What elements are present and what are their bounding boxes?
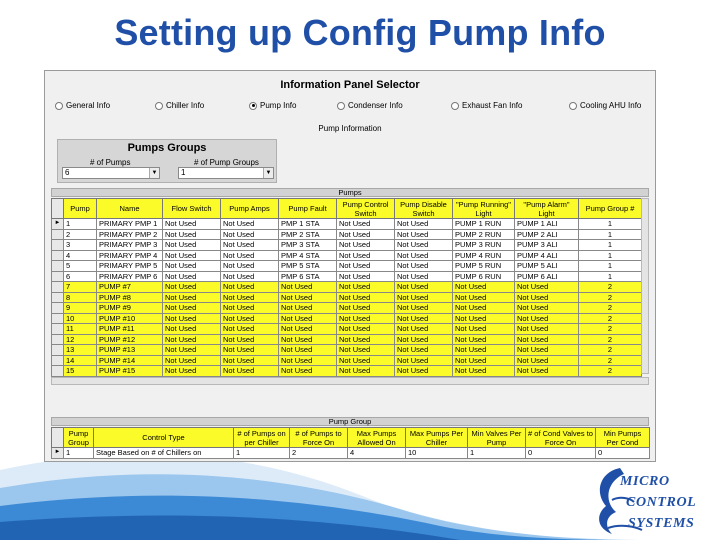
table-cell[interactable]: Not Used — [163, 240, 221, 251]
table-cell[interactable]: Not Used — [279, 324, 337, 335]
table-row[interactable] — [52, 334, 642, 345]
table-cell[interactable]: Not Used — [337, 219, 395, 230]
column-header[interactable]: # of Pumps to Force On — [290, 428, 348, 448]
current-row-arrow-icon[interactable]: ► — [52, 219, 64, 230]
table-cell[interactable]: PUMP 1 RUN — [453, 219, 515, 230]
table-cell[interactable]: 2 — [579, 303, 642, 314]
table-cell[interactable]: 2 — [579, 334, 642, 345]
table-cell[interactable]: Not Used — [221, 229, 279, 240]
table-row[interactable] — [52, 313, 642, 324]
table-cell[interactable]: Not Used — [337, 292, 395, 303]
table-row[interactable] — [52, 324, 642, 335]
radio-label: General Info — [66, 101, 111, 110]
row-indicator[interactable] — [52, 292, 64, 303]
table-cell[interactable]: 0 — [596, 448, 650, 459]
table-cell[interactable]: PUMP #14 — [97, 355, 163, 366]
table-row[interactable] — [52, 219, 642, 230]
table-row[interactable] — [52, 448, 650, 459]
table-cell[interactable]: Not Used — [221, 292, 279, 303]
table-cell[interactable]: Not Used — [221, 366, 279, 377]
table-cell[interactable]: Not Used — [221, 324, 279, 335]
row-header-corner — [52, 428, 64, 448]
table-row[interactable] — [52, 303, 642, 314]
column-header[interactable]: Pump Disable Switch — [395, 199, 453, 219]
table-cell[interactable]: 0 — [526, 448, 596, 459]
num-pump-groups-select[interactable] — [178, 167, 274, 179]
table-cell[interactable]: Not Used — [395, 355, 453, 366]
table-cell[interactable]: Not Used — [337, 345, 395, 356]
table-cell[interactable]: Not Used — [337, 355, 395, 366]
table-row[interactable] — [52, 366, 642, 377]
table-cell[interactable]: Not Used — [337, 250, 395, 261]
num-pumps-label: # of Pumps — [90, 158, 131, 167]
num-pump-groups-value: 1 — [181, 168, 186, 177]
row-indicator[interactable] — [52, 303, 64, 314]
table-cell[interactable]: Not Used — [163, 303, 221, 314]
table-cell[interactable]: Not Used — [163, 292, 221, 303]
column-header[interactable]: Min Pumps Per Cond — [596, 428, 650, 448]
panel-radio-group — [53, 101, 649, 115]
table-cell[interactable]: Not Used — [453, 334, 515, 345]
table-cell[interactable]: Not Used — [395, 240, 453, 251]
table-cell[interactable]: PUMP #11 — [97, 324, 163, 335]
table-cell[interactable]: 12 — [64, 334, 97, 345]
table-cell[interactable]: 3 — [64, 240, 97, 251]
table-cell[interactable]: Not Used — [395, 324, 453, 335]
table-cell[interactable]: Not Used — [279, 292, 337, 303]
table-cell[interactable]: Not Used — [279, 345, 337, 356]
table-row[interactable] — [52, 271, 642, 282]
table-cell[interactable]: Not Used — [515, 292, 579, 303]
radio-button-icon[interactable] — [569, 102, 577, 110]
column-header[interactable]: Min Valves Per Pump — [468, 428, 526, 448]
table-cell[interactable]: Not Used — [453, 324, 515, 335]
table-cell[interactable]: PUMP 2 ALI — [515, 229, 579, 240]
table-cell[interactable]: 8 — [64, 292, 97, 303]
table-cell[interactable]: Not Used — [337, 303, 395, 314]
table-cell[interactable]: Not Used — [221, 334, 279, 345]
company-logo — [590, 462, 715, 538]
table-cell[interactable]: Not Used — [163, 345, 221, 356]
table-cell[interactable]: Not Used — [395, 292, 453, 303]
section-label: Pump Information — [318, 124, 382, 133]
table-cell[interactable]: PUMP 3 RUN — [453, 240, 515, 251]
table-cell[interactable]: Not Used — [395, 282, 453, 293]
column-header[interactable]: Pump Fault — [279, 199, 337, 219]
table-cell[interactable]: 2 — [579, 366, 642, 377]
pump-group-grid — [51, 427, 650, 459]
table-cell[interactable]: 1 — [579, 219, 642, 230]
table-row[interactable] — [52, 282, 642, 293]
table-cell[interactable]: Not Used — [221, 219, 279, 230]
column-header[interactable]: Control Type — [94, 428, 234, 448]
table-cell[interactable]: 1 — [579, 229, 642, 240]
pump-group-grid-caption: Pump Group — [51, 417, 649, 426]
table-cell[interactable]: Not Used — [221, 250, 279, 261]
table-row[interactable] — [52, 292, 642, 303]
table-cell[interactable]: 1 — [579, 250, 642, 261]
table-cell[interactable]: 4 — [64, 250, 97, 261]
table-cell[interactable]: 1 — [234, 448, 290, 459]
table-cell[interactable]: Not Used — [395, 334, 453, 345]
table-cell[interactable]: 1 — [579, 261, 642, 272]
radio-label: Exhaust Fan Info — [462, 101, 523, 110]
table-cell[interactable]: Not Used — [163, 250, 221, 261]
table-cell[interactable]: 10 — [406, 448, 468, 459]
row-indicator[interactable] — [52, 334, 64, 345]
table-row[interactable] — [52, 240, 642, 251]
table-cell[interactable]: Not Used — [279, 282, 337, 293]
table-cell[interactable]: PUMP #12 — [97, 334, 163, 345]
table-cell[interactable]: Not Used — [453, 313, 515, 324]
table-cell[interactable]: Not Used — [395, 366, 453, 377]
table-cell[interactable]: PUMP 6 RUN — [453, 271, 515, 282]
table-cell[interactable]: 14 — [64, 355, 97, 366]
column-header[interactable]: Flow Switch — [163, 199, 221, 219]
radio-condenser-info[interactable] — [337, 101, 403, 110]
radio-button-selected-icon[interactable] — [249, 102, 257, 110]
radio-button-icon[interactable] — [55, 102, 63, 110]
pumps-grid-vertical-scrollbar[interactable] — [641, 198, 649, 374]
table-cell[interactable]: Not Used — [337, 366, 395, 377]
pumps-grid-horizontal-scrollbar[interactable] — [51, 377, 649, 385]
table-cell[interactable]: 1 — [579, 240, 642, 251]
radio-button-icon[interactable] — [451, 102, 459, 110]
table-cell[interactable]: Not Used — [279, 366, 337, 377]
row-header-corner — [52, 199, 64, 219]
table-cell[interactable]: Not Used — [163, 355, 221, 366]
table-cell[interactable]: Not Used — [515, 324, 579, 335]
table-cell[interactable]: 15 — [64, 366, 97, 377]
table-cell[interactable]: PRIMARY PMP 4 — [97, 250, 163, 261]
table-cell[interactable]: Not Used — [395, 303, 453, 314]
table-cell[interactable]: Not Used — [279, 355, 337, 366]
table-cell[interactable]: Not Used — [279, 303, 337, 314]
table-cell[interactable]: PUMP 3 ALI — [515, 240, 579, 251]
table-cell[interactable]: Not Used — [337, 313, 395, 324]
table-cell[interactable]: Not Used — [453, 345, 515, 356]
row-indicator[interactable] — [52, 271, 64, 282]
dropdown-arrow-icon[interactable]: ▼ — [149, 168, 159, 178]
pump-group-grid-header — [52, 428, 650, 448]
table-cell[interactable]: PMP 4 STA — [279, 250, 337, 261]
table-cell[interactable]: Not Used — [163, 366, 221, 377]
table-cell[interactable]: 6 — [64, 271, 97, 282]
table-cell[interactable]: Not Used — [221, 271, 279, 282]
num-pump-groups-label: # of Pump Groups — [194, 158, 259, 167]
table-cell[interactable]: Not Used — [453, 355, 515, 366]
pumps-grid-caption: Pumps — [51, 188, 649, 197]
table-cell[interactable]: Not Used — [221, 313, 279, 324]
table-cell[interactable]: Not Used — [395, 261, 453, 272]
table-row[interactable] — [52, 355, 642, 366]
table-cell[interactable]: Not Used — [395, 345, 453, 356]
table-row[interactable] — [52, 229, 642, 240]
pumps-grid-header — [52, 199, 642, 219]
table-cell[interactable]: PUMP 5 RUN — [453, 261, 515, 272]
table-cell[interactable]: 10 — [64, 313, 97, 324]
radio-exhaust-fan-info[interactable] — [451, 101, 522, 110]
table-cell[interactable]: 1 — [64, 219, 97, 230]
table-cell[interactable]: Not Used — [221, 240, 279, 251]
table-cell[interactable]: Not Used — [337, 261, 395, 272]
logo-line-3: SYSTEMS — [628, 516, 695, 531]
table-cell[interactable]: Not Used — [221, 355, 279, 366]
column-header[interactable]: Name — [97, 199, 163, 219]
table-cell[interactable]: PMP 6 STA — [279, 271, 337, 282]
table-cell[interactable]: Not Used — [337, 229, 395, 240]
row-indicator[interactable] — [52, 366, 64, 377]
app-window — [44, 70, 656, 462]
table-cell[interactable]: Not Used — [515, 303, 579, 314]
radio-button-icon[interactable] — [155, 102, 163, 110]
table-cell[interactable]: 5 — [64, 261, 97, 272]
table-cell[interactable]: Not Used — [279, 313, 337, 324]
panel-title: Information Panel Selector — [280, 79, 420, 91]
table-cell[interactable]: Not Used — [163, 334, 221, 345]
column-header[interactable]: Pump — [64, 199, 97, 219]
pumps-grid — [51, 198, 642, 377]
table-cell[interactable]: PUMP 5 ALI — [515, 261, 579, 272]
table-cell[interactable]: PMP 5 STA — [279, 261, 337, 272]
table-cell[interactable]: 2 — [579, 345, 642, 356]
radio-label: Condenser Info — [348, 101, 403, 110]
radio-label: Pump Info — [260, 101, 297, 110]
table-cell[interactable]: PUMP 4 ALI — [515, 250, 579, 261]
table-cell[interactable]: 1 — [468, 448, 526, 459]
row-indicator[interactable] — [52, 240, 64, 251]
table-cell[interactable]: 1 — [64, 448, 94, 459]
table-cell[interactable]: PUMP 2 RUN — [453, 229, 515, 240]
table-cell[interactable]: 2 — [64, 229, 97, 240]
table-cell[interactable]: Not Used — [453, 292, 515, 303]
pumps-groups-box — [57, 139, 277, 183]
table-cell[interactable]: Not Used — [163, 261, 221, 272]
table-cell[interactable]: 2 — [290, 448, 348, 459]
table-cell[interactable]: Not Used — [515, 282, 579, 293]
table-cell[interactable]: 4 — [348, 448, 406, 459]
table-cell[interactable]: PUMP #9 — [97, 303, 163, 314]
table-cell[interactable]: Not Used — [453, 303, 515, 314]
row-indicator[interactable] — [52, 250, 64, 261]
table-cell[interactable]: PUMP #15 — [97, 366, 163, 377]
table-cell[interactable]: Not Used — [515, 355, 579, 366]
column-header[interactable]: "Pump Running" Light — [453, 199, 515, 219]
table-cell[interactable]: Not Used — [395, 271, 453, 282]
radio-label: Chiller Info — [166, 101, 205, 110]
column-header[interactable]: "Pump Alarm" Light — [515, 199, 579, 219]
row-indicator[interactable] — [52, 355, 64, 366]
table-cell[interactable]: 2 — [579, 292, 642, 303]
table-cell[interactable]: 2 — [579, 355, 642, 366]
radio-general-info[interactable] — [55, 101, 110, 110]
num-pumps-select[interactable] — [62, 167, 160, 179]
table-cell[interactable]: PMP 3 STA — [279, 240, 337, 251]
table-cell[interactable]: Not Used — [395, 219, 453, 230]
table-cell[interactable]: PUMP #13 — [97, 345, 163, 356]
table-cell[interactable]: Not Used — [395, 313, 453, 324]
table-cell[interactable]: Not Used — [453, 366, 515, 377]
table-cell[interactable]: Not Used — [515, 313, 579, 324]
row-indicator[interactable] — [52, 261, 64, 272]
table-cell[interactable]: Not Used — [395, 250, 453, 261]
column-header[interactable]: Pump Amps — [221, 199, 279, 219]
table-cell[interactable]: Not Used — [163, 324, 221, 335]
current-row-arrow-icon[interactable]: ► — [52, 448, 64, 459]
table-cell[interactable]: 11 — [64, 324, 97, 335]
column-header[interactable]: # of Pumps on per Chiller — [234, 428, 290, 448]
table-cell[interactable]: Not Used — [453, 282, 515, 293]
row-indicator[interactable] — [52, 229, 64, 240]
table-cell[interactable]: Not Used — [515, 334, 579, 345]
table-cell[interactable]: Not Used — [163, 313, 221, 324]
table-cell[interactable]: Not Used — [395, 229, 453, 240]
table-cell[interactable]: PUMP 4 RUN — [453, 250, 515, 261]
dropdown-arrow-icon[interactable]: ▼ — [263, 168, 273, 178]
table-cell[interactable]: PRIMARY PMP 5 — [97, 261, 163, 272]
num-pumps-value: 6 — [65, 168, 70, 177]
logo-line-2: CONTROL — [626, 495, 697, 510]
logo-line-1: MICRO — [620, 474, 670, 489]
table-cell[interactable]: Not Used — [163, 219, 221, 230]
table-cell[interactable]: Not Used — [221, 345, 279, 356]
table-cell[interactable]: 1 — [579, 271, 642, 282]
table-cell[interactable]: Stage Based on # of Chillers on — [94, 448, 234, 459]
table-cell[interactable]: 2 — [579, 282, 642, 293]
table-cell[interactable]: PMP 2 STA — [279, 229, 337, 240]
table-cell[interactable]: Not Used — [279, 334, 337, 345]
table-cell[interactable]: PRIMARY PMP 6 — [97, 271, 163, 282]
table-cell[interactable]: Not Used — [337, 334, 395, 345]
row-indicator[interactable] — [52, 313, 64, 324]
row-indicator[interactable] — [52, 324, 64, 335]
table-cell[interactable]: Not Used — [515, 366, 579, 377]
table-cell[interactable]: Not Used — [163, 282, 221, 293]
table-cell[interactable]: Not Used — [163, 229, 221, 240]
column-header[interactable]: # of Cond Valves to Force On — [526, 428, 596, 448]
table-cell[interactable]: PUMP #7 — [97, 282, 163, 293]
table-cell[interactable]: PRIMARY PMP 3 — [97, 240, 163, 251]
table-cell[interactable]: PUMP #8 — [97, 292, 163, 303]
table-cell[interactable]: Not Used — [221, 282, 279, 293]
radio-chiller-info[interactable] — [155, 101, 204, 110]
column-header[interactable]: Max Pumps Allowed On — [348, 428, 406, 448]
table-cell[interactable]: 13 — [64, 345, 97, 356]
table-cell[interactable]: PUMP #10 — [97, 313, 163, 324]
table-row[interactable] — [52, 250, 642, 261]
table-cell[interactable]: Not Used — [163, 271, 221, 282]
table-cell[interactable]: PUMP 1 ALI — [515, 219, 579, 230]
table-cell[interactable]: Not Used — [515, 345, 579, 356]
table-cell[interactable]: Not Used — [337, 324, 395, 335]
row-indicator[interactable] — [52, 345, 64, 356]
table-cell[interactable]: 2 — [579, 313, 642, 324]
table-cell[interactable]: Not Used — [221, 261, 279, 272]
table-cell[interactable]: Not Used — [221, 303, 279, 314]
table-cell[interactable]: PMP 1 STA — [279, 219, 337, 230]
radio-label: Cooling AHU Info — [580, 101, 642, 110]
radio-pump-info[interactable] — [249, 101, 296, 110]
pumps-groups-title: Pumps Groups — [127, 142, 207, 154]
table-cell[interactable]: 2 — [579, 324, 642, 335]
column-header[interactable]: Pump Group — [64, 428, 94, 448]
table-cell[interactable]: PRIMARY PMP 1 — [97, 219, 163, 230]
table-cell[interactable]: PRIMARY PMP 2 — [97, 229, 163, 240]
table-cell[interactable]: 9 — [64, 303, 97, 314]
table-cell[interactable]: 7 — [64, 282, 97, 293]
table-cell[interactable]: Not Used — [337, 282, 395, 293]
row-indicator[interactable] — [52, 282, 64, 293]
table-cell[interactable]: Not Used — [337, 240, 395, 251]
column-header[interactable]: Max Pumps Per Chiller — [406, 428, 468, 448]
radio-cooling-ahu-info[interactable] — [569, 101, 641, 110]
table-cell[interactable]: Not Used — [337, 271, 395, 282]
table-cell[interactable]: PUMP 6 ALI — [515, 271, 579, 282]
radio-button-icon[interactable] — [337, 102, 345, 110]
table-row[interactable] — [52, 345, 642, 356]
slide-title: Setting up Config Pump Info — [114, 12, 606, 53]
column-header[interactable]: Pump Control Switch — [337, 199, 395, 219]
table-row[interactable] — [52, 261, 642, 272]
column-header[interactable]: Pump Group # — [579, 199, 642, 219]
